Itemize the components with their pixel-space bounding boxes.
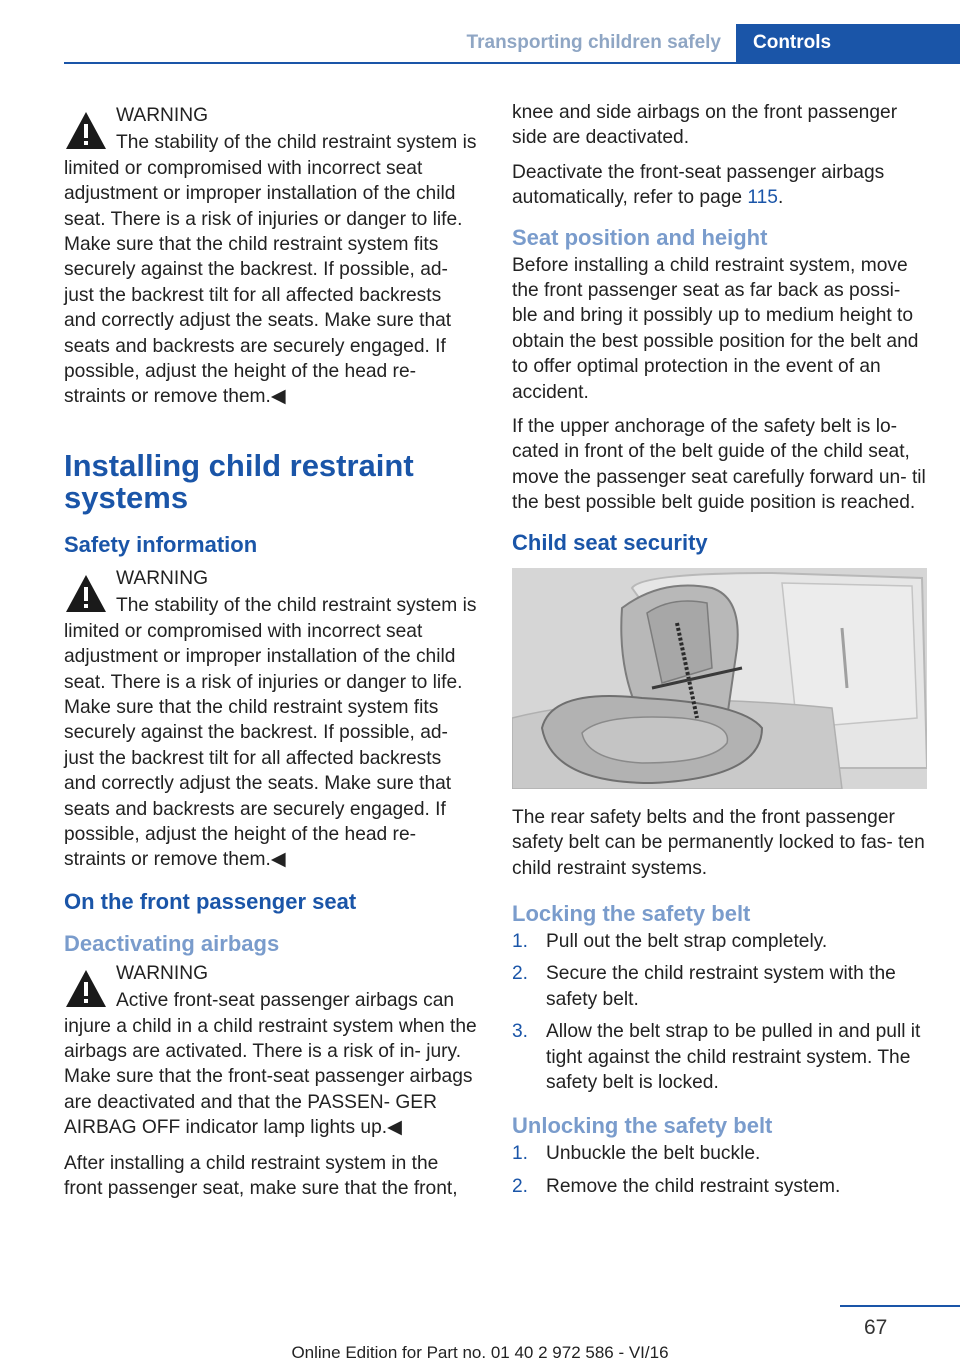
subheading-locking: Locking the safety belt	[512, 900, 751, 926]
step-number: 1.	[512, 1143, 529, 1165]
step-number: 3.	[512, 1021, 529, 1043]
subsection-heading-front-seat: On the front passenger seat	[64, 888, 357, 914]
footer-edition-text: Online Edition for Part no. 01 40 2 972 586 - VI/16	[291, 1343, 669, 1362]
warning-title: WARNING	[116, 105, 209, 126]
step-text: Pull out the belt strap completely.	[546, 930, 828, 952]
list-item	[512, 1019, 930, 1095]
subheading-deactivating: Deactivating airbags	[64, 930, 280, 956]
warning-text: The stability of the child restraint system is limited or compromised with incorrect seat adjustment or improper installation of the child seat. There is a risk of injuries or danger to life. Make sure that the child restraint system fits securely against the backrest. If possible, ad‐ just the backrest tilt for all affected backrests and correctly adjust the seats. Make sure that seats and backrests are securely engaged. If possible, adjust the height of the head re‐ straints or remove them.◀	[64, 132, 477, 408]
subsection-heading-safety: Safety information	[64, 531, 258, 557]
body-paragraph: If the upper anchorage of the safety belt is lo‐ cated in front of the belt guide of the child seat, move the passenger seat carefully forward un‐ til the best possible belt guide position is reached.	[512, 416, 926, 514]
header-rule	[64, 62, 960, 64]
warning-title: WARNING	[116, 962, 209, 984]
body-paragraph: Before installing a child restraint system, move the front passenger seat as far back as possi‐ ble and bring it possibly up to medium height to obtain the best possible position for the belt and to offer optimal protection in the event of an accident.	[512, 254, 919, 403]
subsection-heading-security: Child seat security	[512, 529, 708, 555]
step-number: 1.	[512, 930, 529, 952]
step-number: 2.	[512, 963, 529, 985]
period: .	[777, 187, 784, 209]
warning-block	[64, 566, 478, 873]
step-text: Allow the belt strap to be pulled in and pull it tight against the child restraint system. The safety belt is locked.	[546, 1021, 921, 1093]
list-item	[512, 961, 930, 1012]
step-number: 2.	[512, 1175, 529, 1197]
locking-steps-list	[512, 929, 930, 1095]
unlocking-steps-list	[512, 1141, 930, 1199]
body-paragraph: knee and side airbags on the front passenger side are deactivated.	[512, 102, 898, 149]
warning-block	[64, 961, 478, 1141]
child-seat-illustration	[512, 568, 927, 789]
warning-text: Active front-seat passenger airbags can injure a child in a child restraint system when the airbags are activated. There is a risk of in‐ jury. Make sure that the front-seat passenger airbags are deactivated and that the PASSEN‐ GER AIRBAG OFF indicator lamp lights up.◀	[64, 990, 477, 1139]
warning-title: WARNING	[116, 567, 209, 589]
page-number: 67	[864, 1316, 888, 1339]
footer-rule	[840, 1305, 960, 1307]
list-item	[512, 929, 930, 954]
warning-triangle-icon	[64, 967, 108, 1011]
list-item	[512, 1141, 930, 1166]
subheading-unlocking: Unlocking the safety belt	[512, 1113, 773, 1139]
list-item	[512, 1174, 930, 1199]
running-header-section	[440, 24, 735, 62]
warning-block	[64, 103, 478, 410]
warning-triangle-icon	[64, 572, 108, 616]
step-text: Unbuckle the belt buckle.	[546, 1143, 761, 1165]
page-reference-link[interactable]: 115	[747, 187, 778, 209]
warning-text: The stability of the child restraint system is limited or compromised with incorrect seat adjustment or improper installation of the child seat. There is a risk of injuries or danger to life. Make sure that the child restraint system fits securely against the backrest. If possible, ad‐ just the backrest tilt for all affected backrests and correctly adjust the seats. Make sure that seats and backrests are securely engaged. If possible, adjust the height of the head re‐ straints or remove them.◀	[64, 595, 477, 871]
body-paragraph	[512, 160, 930, 211]
left-column	[64, 100, 478, 1210]
section-heading: Installing child restraint systems	[64, 447, 414, 515]
subheading-seat-position: Seat position and height	[512, 224, 768, 250]
step-text: Remove the child restraint system.	[546, 1175, 841, 1197]
body-paragraph: After installing a child restraint system in the front passenger seat, make sure that the front,	[64, 1152, 458, 1199]
deactivate-text: Deactivate the front-seat passenger airbags automatically, refer to page	[512, 161, 885, 209]
step-text: Secure the child restraint system with the safety belt.	[546, 963, 896, 1010]
section-title: Transporting children safely	[466, 32, 721, 53]
right-column	[512, 100, 930, 1209]
chapter-tab-label: Controls	[753, 32, 832, 53]
body-paragraph: The rear safety belts and the front passenger safety belt can be permanently locked to fas‐ ten child restraint systems.	[512, 806, 925, 879]
running-header-tab	[736, 24, 960, 62]
warning-triangle-icon	[64, 109, 108, 153]
